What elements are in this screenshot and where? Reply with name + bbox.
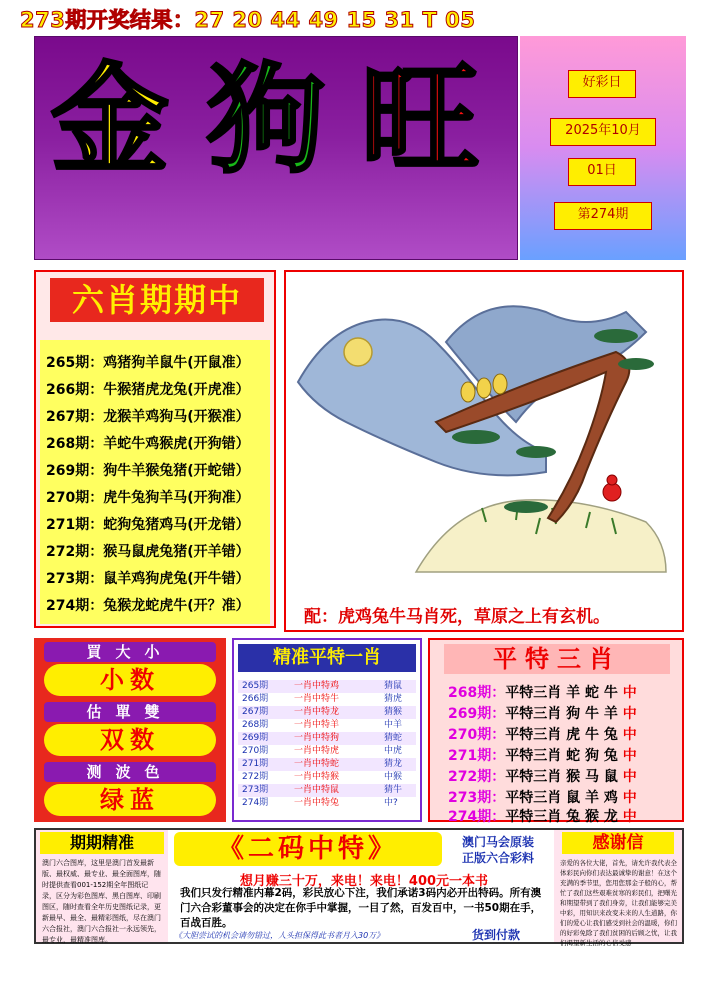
ad-slogan: 想月赚三十万，来电！来电！400元一本书 bbox=[239, 874, 489, 889]
table-row: 271期 一肖中特蛇 猜龙 bbox=[238, 758, 416, 771]
table-row: 266期 一肖中特牛 猜虎 bbox=[242, 694, 403, 704]
color-label: 测波色 bbox=[44, 762, 216, 782]
ad-left-title: 期期精准 bbox=[40, 832, 164, 854]
three-zodiac-panel bbox=[428, 638, 684, 825]
illustration-panel bbox=[284, 270, 684, 632]
table-row: 267期 一肖中特龙 猜猴 bbox=[238, 706, 416, 719]
year-month: 2025年10月 bbox=[550, 118, 656, 146]
ad-body: 我们只发行精准内幕2码，彩民放心下注，我们承诺3码内必开出特码。所有澳门六合彩董事会的决定在你手中掌握，一目了然，百发百中，一书50期在手，百战百胜。 bbox=[180, 887, 542, 929]
parity-value: 双数 bbox=[44, 724, 216, 756]
list-item: 273期：平特三肖 鼠 羊 鸡 中 bbox=[448, 790, 637, 806]
ad-foot: 《大胆尝试的机会请勿错过，人头担保得此书者月入30万》 bbox=[174, 931, 385, 940]
six-zodiac-title: 六肖期期中 bbox=[50, 278, 264, 322]
color-value: 绿蓝 bbox=[44, 784, 216, 816]
three-zodiac-title: 平特三肖 bbox=[444, 644, 670, 674]
six-row: 272期：猴马鼠虎兔猪(开羊错） bbox=[46, 544, 250, 560]
thanks-letter-title: 感谢信 bbox=[562, 832, 674, 854]
cash-on-delivery: 货到付款 bbox=[472, 928, 521, 942]
ad-side-line: 正版六合彩料 bbox=[461, 851, 534, 865]
parity-label: 估單雙 bbox=[44, 702, 216, 722]
six-row: 269期：狗牛羊猴兔猪(开蛇错） bbox=[46, 463, 250, 479]
size-label: 買大小 bbox=[44, 642, 216, 662]
ad-banner: 《二码中特》 bbox=[174, 832, 442, 866]
six-row: 266期：牛猴猪虎龙兔(开虎准） bbox=[46, 382, 250, 398]
ad-left-text: 澳门六合图库，这里是澳门首发最新版、最权威、最专业、最全面图库，随时提供查看001-152期全年图纸记录，区分为彩色图库、黑白图库、印刷图区，随时查看全年历史图纸记录，更新最早、最全、最精彩图纸，尽在澳门六合报社，澳门六合报社一永远领先，最专业，最精准图库。 bbox=[42, 859, 161, 944]
issue-label: 第274期 bbox=[554, 202, 652, 230]
thanks-letter-text: 亲爱的各位大佬，首先，请允许我代表全体彩民向你们表达最诚挚的谢意！在这个充满的季节里，您用您那金子般的心，帮忙了我们这些艰难贫寒的彩民们，把曙光和期望带到了我们身旁，让我们能够完美中彩，用知识来改变未来的人生道路，你们的爱心让我们感受到社会的温暖，你们的好彩免除了我们贫困的后顾之忧，让我们渴望新生活的心倍受感 bbox=[560, 859, 677, 947]
table-row: 273期 一肖中特鼠 猜牛 bbox=[238, 784, 416, 797]
lucky-day-label: 好彩日 bbox=[568, 70, 636, 98]
six-row: 274期：兔猴龙蛇虎牛(开？准） bbox=[46, 598, 250, 614]
landscape-illustration bbox=[286, 272, 682, 592]
ad-side-line: 澳门马会原装 bbox=[461, 835, 534, 849]
ad-left-box bbox=[36, 830, 168, 942]
size-parity-color-panel bbox=[34, 638, 226, 822]
title-char-1: 金 bbox=[51, 51, 170, 189]
six-row: 268期：羊蛇牛鸡猴虎(开狗错） bbox=[46, 436, 250, 452]
list-item: 271期：平特三肖 蛇 狗 兔 中 bbox=[448, 748, 637, 764]
size-value: 小数 bbox=[44, 664, 216, 696]
header-banner bbox=[34, 36, 518, 260]
table-row: 265期 一肖中特鸡 猜鼠 bbox=[238, 680, 416, 693]
six-row: 265期：鸡猪狗羊鼠牛(开鼠准） bbox=[46, 355, 250, 371]
list-item: 268期：平特三肖 羊 蛇 牛 中 bbox=[448, 685, 637, 701]
six-zodiac-panel bbox=[34, 270, 276, 628]
table-row: 274期 一肖中特兔 中? bbox=[242, 798, 398, 808]
ad-side-text bbox=[446, 834, 550, 866]
ad-right-box bbox=[554, 830, 682, 947]
list-item: 269期：平特三肖 狗 牛 羊 中 bbox=[448, 706, 637, 722]
one-zodiac-title: 精准平特一肖 bbox=[238, 644, 416, 672]
info-panel bbox=[520, 36, 686, 260]
table-row: 270期 一肖中特虎 中虎 bbox=[242, 746, 403, 756]
six-row: 270期：虎牛兔狗羊马(开狗准） bbox=[46, 490, 250, 506]
six-row: 273期：鼠羊鸡狗虎兔(开牛错） bbox=[46, 571, 250, 587]
table-row: 272期 一肖中特猴 中猴 bbox=[242, 772, 403, 782]
result-line: 273期开奖结果：27 20 44 49 15 31 T 05 bbox=[20, 8, 476, 32]
day-label: 01日 bbox=[568, 158, 636, 186]
list-item: 274期：平特三肖 兔 猴 龙 中 bbox=[448, 809, 637, 825]
illustration-caption: 配：虎鸡兔牛马肖死，草原之上有玄机。 bbox=[304, 607, 610, 627]
table-row: 269期 一肖中特狗 猜蛇 bbox=[238, 732, 416, 745]
one-zodiac-table bbox=[232, 638, 422, 822]
six-row: 267期：龙猴羊鸡狗马(开猴准） bbox=[46, 409, 250, 425]
ad-panel bbox=[34, 828, 684, 947]
title-char-3: 旺 bbox=[361, 51, 480, 189]
list-item: 270期：平特三肖 虎 牛 兔 中 bbox=[448, 727, 637, 743]
list-item: 272期：平特三肖 猴 马 鼠 中 bbox=[448, 769, 637, 785]
six-zodiac-list bbox=[40, 340, 270, 624]
table-row: 268期 一肖中特羊 中羊 bbox=[242, 720, 403, 730]
six-row: 271期：蛇狗兔猪鸡马(开龙错） bbox=[46, 517, 250, 533]
title-char-2: 狗 bbox=[207, 51, 326, 189]
